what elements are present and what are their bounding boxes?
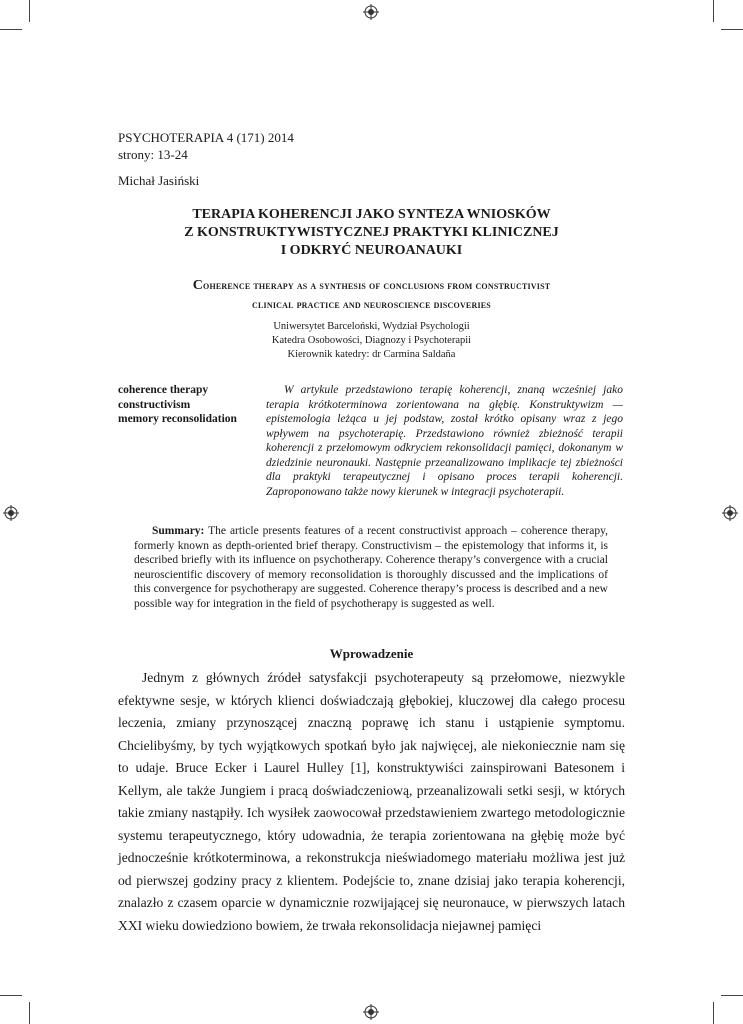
keyword: coherence therapy xyxy=(118,384,209,396)
author-name: Michał Jasiński xyxy=(118,173,200,188)
summary-text: The article presents features of a recent constructivist approach – coherence therapy, formerly known as depth-oriented brief therapy. Constructivism – the epistemology that informs it, is described briefly with its influence on psychotherapy. Coherence therapy’s convergence with a crucial neuroscientific discovery of memory reconsolidation is thoroughly discussed and the implications of this convergence for psychotherapy are suggested. Coherence therapy’s process is described and a new possible way for integration in the field of psychotherapy is suggested as well. xyxy=(134,525,608,610)
crop-mark-top-right-v xyxy=(713,0,714,22)
body-paragraph: Jednym z głównych źródeł satysfakcji psychoterapeuty są przełomowe, niezwykle efektywne sesje, w których klienci doświadczają głębokiej, kluczowej dla całego procesu leczenia, zmiany przynoszącej znaczną poprawę ich stanu i ustąpienie symptomu. Chcielibyśmy, by tych wyjątkowych spotkań było jak najwięcej, ale niekoniecznie nam się to udaje. Bruce Ecker i Laurel Hulley [1], konstruktywiści zainspirowani Batesonem i Kellym, ale także Jungiem i pracą doświadczeniową, przeanalizowali setki sesji, w których takie zmiany nastąpiły. Ich wysiłek zaowocował przedstawieniem zwartego metodologicznie systemu terapeutycznego, który udowadnia, że terapia zorientowana na głębię może być jednocześnie krótkoterminowa, a rekonstrukcja nieświadomego materiału możliwa jest już od pierwszej godziny pracy z klientem. Podejście to, znane dzisiaj jako terapia koherencji, znalazło z czasem oparcie w dynamicznie rozwijającej się neuronauce, w pierwszych latach XXI wieku dowiedziono bowiem, że trwała rekonsolidacja niejawnej pamięci xyxy=(118,670,625,933)
registration-mark-left-icon xyxy=(3,505,19,521)
section-heading: Wprowadzenie xyxy=(329,646,414,661)
crop-mark-top-right-h xyxy=(721,29,743,30)
registration-mark-bottom-icon xyxy=(363,1004,379,1020)
crop-mark-top-left-v xyxy=(29,0,30,22)
title-pl-line-1: TERAPIA KOHERENCJI JAKO SYNTEZA WNIOSKÓW xyxy=(192,207,551,222)
pages-line: strony: 13-24 xyxy=(118,147,188,162)
crop-mark-top-left-h xyxy=(0,29,22,30)
registration-mark-top-icon xyxy=(363,4,379,20)
abstract-pl: W artykule przedstawiono terapię koherencji, znaną wcześniej jako terapia krótkoterminowa zorientowana na głębię. Konstruktywizm — epistemologia leżąca u jej podstaw, został krótko opisany wraz z jego wpływem na psychoterapię. Przedstawiono również zbieżność terapii koherencji z przełomowym odkryciem rekonsolidacji pamięci, dokonanym w dziedzinie neuronauki. Następnie przeanalizowano implikacje tej zbieżności dla praktyki terapeutycznej i opisano proces terapii koherencji. Zaproponowano także nowy kierunek w integracji psychoterapii. xyxy=(266,384,623,498)
affiliation-line-2: Katedra Osobowości, Diagnozy i Psychoterapii xyxy=(271,335,472,346)
title-pl-line-2: Z KONSTRUKTYWISTYCZNEJ PRAKTYKI KLINICZNEJ xyxy=(184,225,559,240)
summary-en xyxy=(134,524,608,611)
journal-line: PSYCHOTERAPIA 4 (171) 2014 xyxy=(118,130,294,145)
affiliation-line-1: Uniwersytet Barceloński, Wydział Psychologii xyxy=(273,321,470,332)
affiliation xyxy=(200,320,543,362)
keyword: constructivism xyxy=(118,398,191,411)
crop-mark-bottom-left-h xyxy=(0,995,22,996)
crop-mark-bottom-right-v xyxy=(713,1002,714,1024)
summary-label: Summary: xyxy=(152,525,205,537)
crop-mark-bottom-left-v xyxy=(29,1002,30,1024)
title-en-line-1-rest: oherence therapy as a synthesis of conclusions from constructivist xyxy=(203,280,551,292)
affiliation-line-3: Kierownik katedry: dr Carmina Saldaña xyxy=(287,349,456,360)
journal-info xyxy=(118,129,518,163)
title-en-line-1 xyxy=(100,276,643,296)
article-title-en xyxy=(100,276,643,315)
title-en-line-2: clinical practice and neuroscience discoveries xyxy=(252,299,491,311)
registration-mark-right-icon xyxy=(722,505,738,521)
keywords xyxy=(118,383,268,427)
article-title-pl xyxy=(100,206,643,260)
keyword: memory reconsolidation xyxy=(118,413,237,425)
crop-mark-bottom-right-h xyxy=(721,995,743,996)
title-en-initial: C xyxy=(192,278,204,293)
title-pl-line-3: I ODKRYĆ NEUROANAUKI xyxy=(280,243,463,258)
